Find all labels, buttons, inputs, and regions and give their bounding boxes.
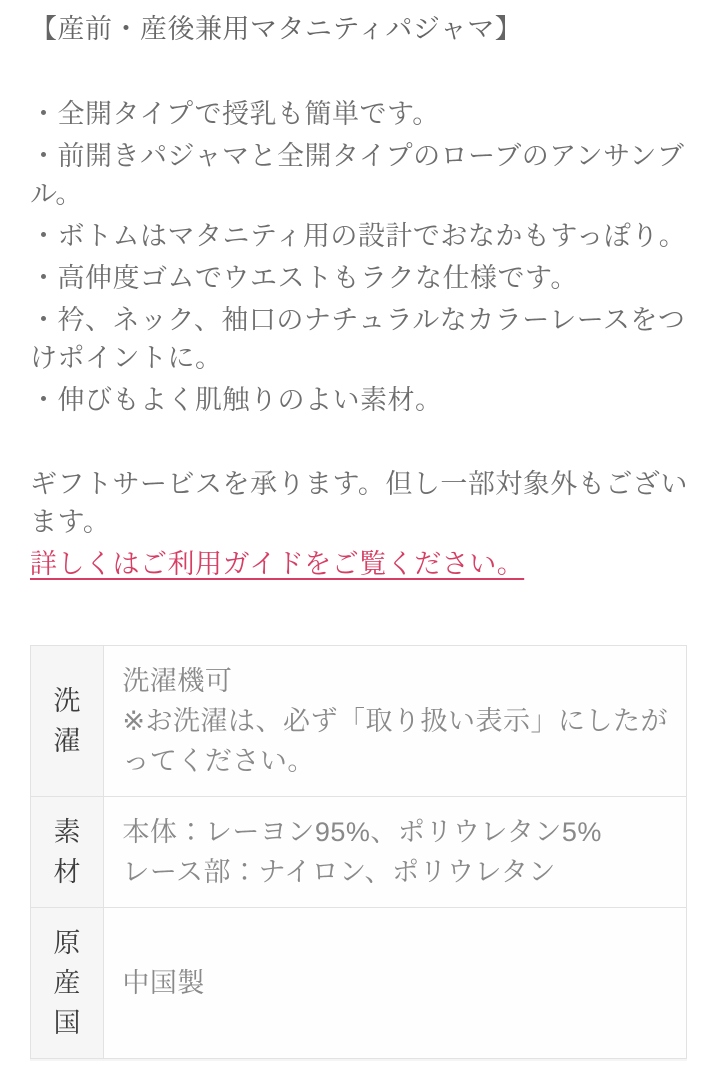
bullet-line: けポイントに。 [30,343,223,373]
spacer [30,423,687,465]
product-title: 【産前・産後兼用マタニティパジャマ】 [30,14,523,44]
bullet-line: ・高伸度ゴムでウエストもラクな仕様です。 [30,263,578,293]
spec-row-material-value [104,797,687,908]
bullet-line: ・衿、ネック、袖口のナチュラルなカラーレースをつ [30,305,686,335]
bullet-line: ル。 [30,179,83,209]
spec-row-laundry-header [31,646,104,797]
feature-bullet-list [30,95,687,419]
feature-bullet-lace [30,301,687,377]
spec-table [30,645,687,1059]
header-char: 濯 [53,726,81,756]
gift-notice [30,465,687,541]
value-line: 本体：レーヨン95%、ポリウレタン5% [122,817,602,847]
value-line: ってください。 [122,746,315,776]
feature-bullet-ensemble [30,137,687,213]
spec-row-laundry-value [104,646,687,797]
spec-row-laundry [31,646,687,797]
header-char: 国 [53,1008,81,1038]
spec-row-origin-header [31,908,104,1059]
feature-bullet-nursing [30,95,687,133]
spec-row-origin [31,908,687,1059]
value-line: 中国製 [122,968,205,998]
header-char: 原 [53,928,81,958]
feature-bullet-waist [30,259,687,297]
value-line: レース部：ナイロン、ポリウレタン [122,857,556,887]
spec-row-material-header [31,797,104,908]
header-char: 産 [53,968,81,998]
feature-bullet-fabric [30,381,687,419]
spec-row-material [31,797,687,908]
bullet-line: ・伸びもよく肌触りのよい素材。 [30,385,443,415]
feature-bullet-bottom [30,217,687,255]
gift-notice-line: ます。 [30,507,111,537]
gift-notice-line: ギフトサービスを承ります。但し一部対象外もござい [30,469,688,499]
bullet-line: ・全開タイプで授乳も簡単です。 [30,99,440,129]
value-line: ※お洗濯は、必ず「取り扱い表示」にしたが [122,706,668,736]
usage-guide-link[interactable]: 詳しくはご利用ガイドをご覧ください。 [30,549,525,579]
header-char: 洗 [53,686,81,716]
header-char: 材 [53,857,81,887]
value-line: 洗濯機可 [122,666,233,696]
guide-link-row [30,545,687,583]
bullet-line: ・前開きパジャマと全開タイプのローブのアンサンブ [30,141,685,171]
spec-row-origin-value [104,908,687,1059]
bullet-line: ・ボトムはマタニティ用の設計でおなかもすっぽり。 [30,221,687,251]
header-char: 素 [53,817,81,847]
